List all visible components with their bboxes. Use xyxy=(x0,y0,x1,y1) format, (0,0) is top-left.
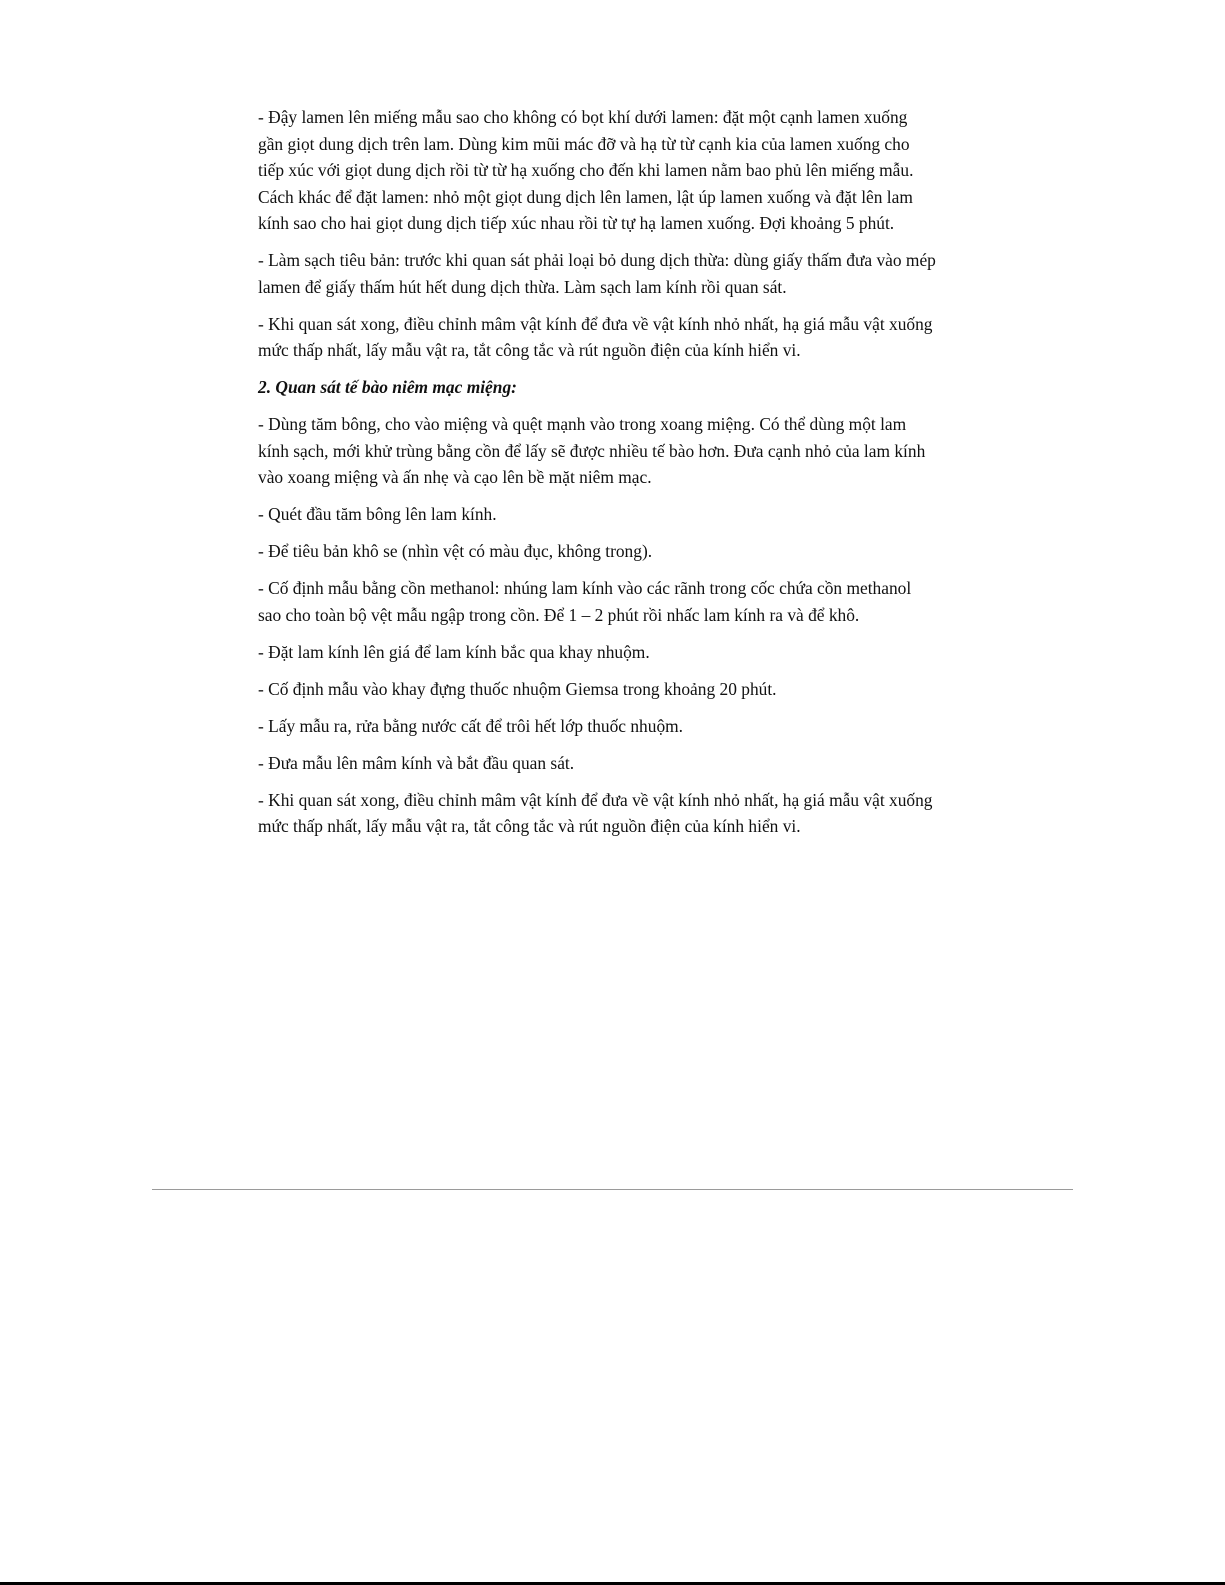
paragraph: - Khi quan sát xong, điều chỉnh mâm vật kính để đưa về vật kính nhỏ nhất, hạ giá mẫu vật xuống mức thấp nhất, lấy mẫu vật ra, tắt công tắc và rút nguồn điện của kính hiển vi. xyxy=(258,789,933,836)
paragraph: - Làm sạch tiêu bản: trước khi quan sát phải loại bỏ dung dịch thừa: dùng giấy thấm đưa vào mép lamen để giấy thấm hút hết dung dịch thừa. Làm sạch lam kính rồi quan sát. xyxy=(258,250,936,297)
paragraph: - Cố định mẫu bằng cồn methanol: nhúng lam kính vào các rãnh trong cốc chứa cồn methanol sao cho toàn bộ vệt mẫu ngập trong cồn. Để 1 – 2 phút rồi nhấc lam kính ra và để khô. xyxy=(258,578,912,625)
document-body xyxy=(258,104,963,850)
paragraph: - Lấy mẫu ra, rửa bằng nước cất để trôi hết lớp thuốc nhuộm. xyxy=(258,715,684,736)
section-heading: 2. Quan sát tế bào niêm mạc miệng: xyxy=(258,377,517,397)
paragraph: - Đậy lamen lên miếng mẫu sao cho không có bọt khí dưới lamen: đặt một cạnh lamen xuống gần giọt dung dịch trên lam. Dùng kim mũi mác đỡ và hạ từ từ cạnh kia của lamen xuống cho tiếp xúc với giọt dung dịch rồi từ từ hạ xuống cho đến khi lamen nằm bao phủ lên miếng mẫu. Cách khác để đặt lamen: nhỏ một giọt dung dịch lên lamen, lật úp lamen xuống và đặt lên lam kính sao cho hai giọt dung dịch tiếp xúc nhau rồi từ tự hạ lamen xuống. Đợi khoảng 5 phút. xyxy=(258,107,914,233)
paragraph: - Đưa mẫu lên mâm kính và bắt đầu quan sát. xyxy=(258,752,575,773)
paragraph: - Đặt lam kính lên giá để lam kính bắc qua khay nhuộm. xyxy=(258,641,650,662)
paragraph: - Quét đầu tăm bông lên lam kính. xyxy=(258,504,497,524)
page-divider xyxy=(152,1189,1073,1190)
paragraph: - Dùng tăm bông, cho vào miệng và quệt mạnh vào trong xoang miệng. Có thể dùng một lam kính sạch, mới khử trùng bằng cồn để lấy sẽ được nhiều tế bào hơn. Đưa cạnh nhỏ của lam kính vào xoang miệng và ấn nhẹ và cạo lên bề mặt niêm mạc. xyxy=(258,414,926,487)
paragraph: - Để tiêu bản khô se (nhìn vệt có màu đục, không trong). xyxy=(258,541,653,561)
paragraph: - Cố định mẫu vào khay đựng thuốc nhuộm Giemsa trong khoảng 20 phút. xyxy=(258,678,777,699)
paragraph: - Khi quan sát xong, điều chỉnh mâm vật kính để đưa về vật kính nhỏ nhất, hạ giá mẫu vật xuống mức thấp nhất, lấy mẫu vật ra, tắt công tắc và rút nguồn điện của kính hiển vi. xyxy=(258,313,933,360)
